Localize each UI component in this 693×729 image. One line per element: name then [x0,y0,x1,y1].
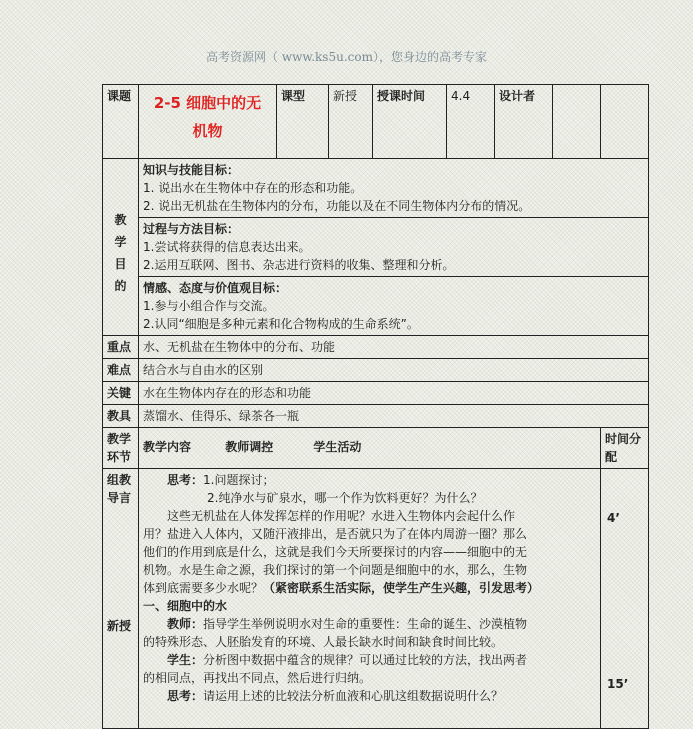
label-title: 课题 [103,85,139,159]
lesson-title [139,85,277,159]
key-point-row [103,336,649,359]
emotion-item-2: 2.认同“细胞是多种元素和化合物构成的生命系统”。 [143,317,419,331]
difficulty-value: 结合水与自由水的区别 [139,359,649,382]
time-column [601,469,649,729]
knowledge-row [103,159,649,218]
stage-new: 新授 [107,619,132,633]
time-value-1: 4’ [607,511,620,525]
think-line-1: 思考：1.问题探讨； [167,473,275,487]
teacher-line-2: 的特殊形态、人胚胎发育的环境、人最长缺水时间和缺食时间比较。 [143,635,504,649]
key-value: 水在生物体内存在的形态和功能 [139,382,649,405]
section-heading: 一、细胞中的水 [143,599,228,613]
think-line-2: 2.纯净水与矿泉水，哪一个作为饮料更好？为什么？ [207,491,483,505]
label-time: 授课时间 [373,85,447,159]
difficulty-row [103,359,649,382]
lesson-title-line1: 2-5 细胞中的无 [153,94,262,112]
label-type: 课型 [277,85,329,159]
emotion-cell [139,277,649,336]
stage-header: 教学 环节 [103,428,139,469]
page-header: 高考资源网（ www.ks5u.com），您身边的高考专家 [206,50,487,64]
stage-intro-1: 组教 [107,473,132,487]
para-line-5: 体到底需要多少水呢？（紧密联系生活实际，使学生产生兴趣，引发思考） [143,581,540,595]
student-line-1: 学生：分析图中数据中蕴含的规律？可以通过比较的方法，找出两者 [167,653,528,667]
title-row [103,85,649,159]
emotion-row [103,277,649,336]
emotion-title: 情感、态度与价值观目标： [143,281,288,295]
teacher-line-1: 教师：指导学生举例说明水对生命的重要性：生命的诞生、沙漠植物 [167,617,528,631]
key-label: 关键 [103,382,139,405]
knowledge-item-2: 2. 说出无机盐在生物体内的分布，功能以及在不同生物体内分布的情况。 [143,199,531,213]
teaching-content [139,469,601,729]
teacher-header-label: 教师调控 [225,440,274,454]
process-title: 过程与方法目标： [143,222,240,236]
process-cell [139,218,649,277]
tools-value: 蒸馏水、佳得乐、绿茶各一瓶 [139,405,649,428]
para-line-1: 这些无机盐在人体发挥怎样的作用呢？水进入生物体内会起什么作 [167,509,516,523]
teaching-body-row [103,469,649,729]
label-designer: 设计者 [495,85,553,159]
designer-value [553,85,601,159]
process-header-row [103,428,649,469]
time-value-2: 15’ [607,677,629,691]
knowledge-item-1: 1. 说出水在生物体中存在的形态和功能。 [143,181,363,195]
time-header: 时间分 配 [601,428,649,469]
key-row [103,382,649,405]
tools-label: 教具 [103,405,139,428]
stage-intro-2: 导言 [107,491,132,505]
knowledge-title: 知识与技能目标： [143,163,240,177]
difficulty-label: 难点 [103,359,139,382]
empty-cell [601,85,649,159]
key-point-value: 水、无机盐在生物体中的分布、功能 [139,336,649,359]
think2-line: 思考：请运用上述的比较法分析血液和心肌这组数据说明什么？ [167,689,504,703]
stage-column [103,469,139,729]
emotion-item-1: 1.参与小组合作与交流。 [143,299,275,313]
para-line-3: 他们的作用到底是什么，这就是我们今天所要探讨的内容——细胞中的无 [143,545,528,559]
content-header-label: 教学内容 [143,440,192,454]
tools-row [103,405,649,428]
objectives-side-label: 教 学 目 的 [103,159,139,336]
para-line-2: 用？盐进入人体内，又随汗液排出，是否就只为了在体内周游一圈？那么 [143,527,528,541]
process-row [103,218,649,277]
content-header [139,428,601,469]
type-value: 新授 [329,85,373,159]
para-line-4: 机物。水是生命之源，我们探讨的第一个问题是细胞中的水，那么，生物 [143,563,528,577]
student-header-label: 学生活动 [313,440,362,454]
key-point-label: 重点 [103,336,139,359]
process-item-2: 2.运用互联网、图书、杂志进行资料的收集、整理和分析。 [143,258,455,272]
time-value: 4.4 [447,85,495,159]
process-item-1: 1.尝试将获得的信息表达出来。 [143,240,311,254]
lesson-title-line2: 机物 [192,122,223,140]
student-line-2: 的相同点，再找出不同点，然后进行归纳。 [143,671,372,685]
lesson-plan-table [102,84,649,729]
knowledge-cell [139,159,649,218]
